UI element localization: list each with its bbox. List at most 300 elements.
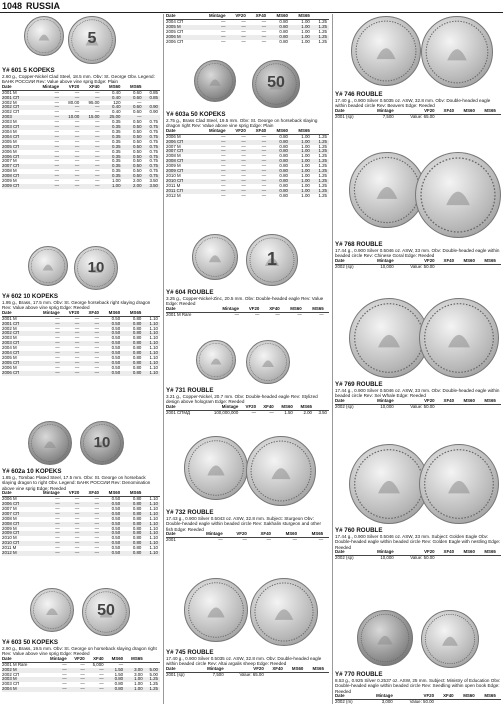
table-cell: 1.00	[134, 681, 143, 687]
table-cell: 1.00	[301, 182, 310, 188]
column-header: MS60	[106, 657, 126, 662]
table-cell: 2003 M	[2, 677, 42, 682]
table-cell: 1.25	[318, 143, 327, 149]
table-cell: 0.80	[279, 143, 288, 149]
catalog-entry	[166, 576, 329, 678]
table-cell: —	[62, 681, 67, 687]
table-cell: —	[248, 149, 268, 154]
table-cell: —	[275, 311, 280, 317]
table-cell: —	[95, 148, 100, 154]
column-header: Mintage	[366, 694, 395, 699]
table-cell: —	[94, 325, 99, 331]
table-cell: 2012 M	[166, 192, 181, 198]
table-cell: —	[228, 35, 248, 40]
table-cell: 0.50	[123, 125, 144, 130]
table-cell: 2009 M	[2, 178, 17, 184]
table-cell: 1.25	[312, 35, 329, 40]
table-cell	[456, 556, 477, 561]
table-cell: Value: 50.00	[410, 555, 435, 561]
table-cell: —	[80, 671, 85, 677]
table-cell: —	[74, 354, 80, 360]
table-cell	[325, 538, 329, 543]
column-header: VF20	[62, 311, 82, 316]
column-header: XF40	[248, 129, 268, 134]
table-cell: 2006 СП	[2, 155, 32, 160]
price-table	[166, 14, 329, 44]
coin-reverse-image	[415, 152, 501, 238]
table-cell: 0.80	[279, 163, 288, 169]
table-cell: 2007 СП	[2, 512, 32, 517]
entry-title: Y# 602a 10 KOPEKS	[2, 468, 62, 475]
coin-obverse-image	[192, 234, 238, 280]
table-cell: —	[221, 143, 226, 149]
table-cell: 2004 M	[2, 687, 42, 692]
column-header: XF40	[261, 307, 281, 312]
table-cell: —	[32, 502, 61, 507]
coin-reverse-image	[68, 16, 116, 64]
table-cell: —	[61, 96, 81, 101]
table-cell: 0.35	[102, 174, 123, 179]
table-cell: —	[32, 184, 61, 189]
table-cell: 3.00	[134, 671, 143, 677]
table-cell: —	[94, 364, 99, 370]
table-cell: 2008 СП	[166, 159, 197, 164]
table-cell: 0.50	[111, 335, 121, 341]
table-cell: 1.00	[301, 38, 310, 44]
table-cell: 1.10	[143, 351, 160, 356]
table-cell: 2002 СП	[2, 105, 32, 110]
table-cell: —	[69, 668, 87, 673]
table-cell: 1.10	[149, 315, 158, 321]
table-cell: 0.50	[101, 371, 122, 376]
table-cell: —	[242, 537, 247, 543]
table-cell: —	[221, 38, 226, 44]
table-cell: —	[62, 322, 82, 327]
table-cell: 0.80	[122, 541, 143, 546]
table-cell: 1.00	[301, 192, 310, 198]
column-header: Mintage	[211, 307, 241, 312]
table-cell: 1.25	[312, 189, 329, 194]
table-cell: —	[94, 545, 99, 551]
table-cell: —	[61, 164, 81, 169]
table-cell: 0.75	[144, 164, 160, 169]
table-cell: —	[74, 315, 80, 321]
table-cell: —	[80, 661, 85, 667]
column-header: Date	[2, 311, 32, 316]
table-cell: 1.10	[143, 531, 160, 536]
table-cell: 0.80	[132, 505, 142, 511]
column-header: Mintage	[197, 667, 225, 672]
table-cell: —	[95, 158, 100, 164]
table-cell: 1.25	[318, 133, 327, 139]
table-cell: 0.35	[102, 155, 123, 160]
table-cell: —	[95, 128, 100, 134]
column-header: Date	[166, 405, 203, 410]
table-cell: 2011 M	[2, 545, 17, 551]
table-cell: 0.80	[279, 172, 288, 178]
table-cell: —	[74, 525, 80, 531]
catalog-entry	[2, 419, 160, 556]
table-cell: 0.80	[268, 149, 290, 154]
table-cell: —	[248, 169, 268, 174]
table-cell: 0.75	[149, 168, 158, 174]
table-cell: —	[81, 541, 101, 546]
table-cell: 3,000	[381, 699, 393, 705]
table-cell: 0.50	[111, 545, 121, 551]
table-cell: —	[54, 109, 60, 115]
coin-obverse-image	[184, 436, 248, 500]
catalog-entry	[335, 608, 501, 705]
table-cell: 0.50	[101, 551, 122, 556]
table-cell: —	[81, 341, 101, 346]
table-cell: 0.60	[123, 96, 144, 101]
table-cell: —	[32, 531, 61, 536]
table-cell: —	[228, 25, 248, 30]
table-cell: —	[221, 133, 226, 139]
table-cell: —	[62, 541, 82, 546]
column-header: MS60	[101, 491, 122, 496]
table-cell: 0.60	[123, 105, 144, 110]
table-cell: —	[62, 522, 82, 527]
table-cell: 1.10	[149, 515, 158, 521]
table-cell: —	[62, 502, 82, 507]
table-cell: 1.00	[290, 179, 312, 184]
column-header: Mintage	[32, 85, 61, 90]
table-cell: —	[197, 149, 227, 154]
coin-reverse-image	[419, 298, 499, 378]
table-cell: 0.35	[111, 148, 121, 154]
table-cell: —	[54, 178, 60, 184]
table-cell: 0.80	[122, 331, 143, 336]
table-cell: 1.00	[301, 133, 310, 139]
table-cell: 1.10	[149, 325, 158, 331]
table-cell: —	[55, 525, 60, 531]
column-header: MS65	[290, 14, 312, 19]
table-cell: —	[74, 515, 80, 521]
table-cell: 0.80	[132, 364, 142, 370]
table-cell	[456, 114, 477, 119]
table-cell: 0.80	[268, 169, 290, 174]
table-cell: 0.50	[111, 535, 121, 541]
table-cell: —	[62, 671, 67, 677]
table-cell: —	[74, 505, 80, 511]
table-cell: —	[261, 163, 267, 169]
coin-denomination-label: 10	[87, 258, 105, 276]
table-cell: 2001 M	[2, 315, 17, 321]
coin-obverse-image	[194, 60, 236, 102]
column-header: Date	[335, 694, 366, 699]
column-header: Date	[335, 109, 367, 114]
column-header: XF40	[258, 405, 276, 410]
table-cell: —	[32, 155, 61, 160]
table-cell: 0.50	[111, 525, 121, 531]
table-cell: —	[94, 525, 99, 531]
table-cell: —	[55, 364, 60, 370]
table-cell: —	[61, 135, 81, 140]
column-header: Date	[2, 491, 32, 496]
table-cell: 0.35	[102, 164, 123, 169]
column-header: XF40	[437, 259, 456, 264]
coin-reverse-image	[421, 16, 493, 88]
coin-obverse-image	[184, 578, 248, 642]
entry-description: 17.43 g., 0.900 Silver 0.5043 oz. ASW, 32.8 mm. Subject: Sturgeon Obv: Double-headed eagle within beaded circle Rev: Sakhalin sturgeon and other fish Edge: Reeded	[166, 516, 322, 532]
column-header: VF20	[228, 14, 248, 19]
table-cell: 0.50	[132, 119, 142, 125]
table-cell: 0.50	[132, 128, 142, 134]
entry-description: 17.40 g., 0.900 Silver 0.5035 oz. ASW, 32.8 mm. Obv: Double-headed eagle within beaded circle Rev: Altai argalis sheep Edge: Reeded	[166, 656, 322, 667]
table-cell: 80.00	[68, 99, 80, 105]
table-cell: 1.10	[143, 502, 160, 507]
column-header: MS60	[456, 550, 477, 555]
table-cell: 2005 M	[2, 138, 17, 144]
coin-obverse-image	[30, 588, 74, 632]
table-cell: —	[95, 109, 100, 115]
table-cell: 1.00	[125, 677, 145, 682]
table-cell: —	[228, 159, 248, 164]
table-row	[335, 264, 501, 269]
column-header: MS60	[456, 399, 477, 404]
table-cell: 2.00	[123, 184, 144, 189]
column-header: VF20	[241, 307, 261, 312]
page-header	[0, 0, 503, 13]
table-cell: 0.80	[279, 28, 288, 34]
table-row	[166, 312, 329, 317]
table-row	[2, 551, 160, 556]
column-header: MS65	[299, 532, 325, 537]
table-cell: —	[32, 541, 61, 546]
table-cell: —	[228, 140, 248, 145]
table-cell: 1.50	[114, 671, 124, 677]
table-cell: 2004 СП	[166, 18, 184, 24]
coin-reverse-image	[419, 444, 499, 524]
table-cell: —	[32, 145, 61, 150]
table-cell: 2.00	[132, 178, 142, 184]
column-header: XF40	[248, 14, 268, 19]
table-cell: 2008 СП	[2, 174, 32, 179]
table-row	[2, 184, 160, 189]
column-header: MS60	[456, 694, 477, 699]
table-cell: —	[62, 512, 82, 517]
table-cell: —	[32, 135, 61, 140]
table-cell: 2006 M	[2, 148, 17, 154]
table-cell: 0.85	[144, 96, 160, 101]
table-cell: —	[248, 159, 268, 164]
table-cell: —	[74, 158, 80, 164]
table-cell: —	[197, 179, 227, 184]
table-cell: 2006 СП	[166, 38, 184, 44]
column-header: MS60	[102, 85, 123, 90]
table-cell: —	[32, 331, 61, 336]
table-cell: 0.50	[123, 145, 144, 150]
table-cell: 2003 M	[2, 119, 17, 125]
table-cell: 1.25	[145, 677, 160, 682]
table-cell: 3.50	[149, 178, 158, 184]
table-cell: 2008 M	[2, 515, 17, 521]
table-cell	[498, 114, 501, 119]
price-table	[166, 129, 329, 199]
table-cell: —	[94, 335, 99, 341]
table-cell: 15.00	[81, 115, 101, 120]
table-cell: 2001	[166, 537, 176, 543]
entry-title: Y# 603a 50 KOPEKS	[166, 111, 226, 118]
column-header: Date	[2, 657, 42, 662]
coin-obverse-image	[349, 298, 429, 378]
table-cell: 2001 СП	[2, 96, 32, 101]
table-cell: —	[94, 535, 99, 541]
table-cell: 3.00	[125, 668, 145, 673]
table-cell: 0.35	[102, 135, 123, 140]
table-cell: 0.60	[132, 89, 142, 95]
table-cell: 1.25	[312, 169, 329, 174]
table-cell: —	[74, 535, 80, 541]
column-1	[2, 14, 160, 704]
coin-obverse-image	[357, 610, 413, 666]
table-cell: 1.25	[318, 182, 327, 188]
column-header: Date	[335, 399, 367, 404]
table-cell: —	[32, 174, 61, 179]
table-cell: —	[32, 322, 61, 327]
table-cell: —	[81, 502, 101, 507]
column-header: Mintage	[197, 129, 227, 134]
table-cell: 1.10	[143, 512, 160, 517]
table-cell: 2003 СП	[2, 125, 32, 130]
table-cell: 0.50	[111, 364, 121, 370]
table-cell: —	[55, 545, 60, 551]
table-cell: —	[81, 522, 101, 527]
table-cell: 0.50	[132, 148, 142, 154]
coin-reverse-image	[82, 588, 130, 636]
column-header: Mintage	[32, 311, 61, 316]
table-cell: —	[32, 125, 61, 130]
entry-title: Y# 732 ROUBLE	[166, 509, 214, 516]
table-cell: 1.10	[149, 535, 158, 541]
catalog-entry	[335, 442, 501, 561]
table-cell: 0.80	[268, 140, 290, 145]
table-cell: —	[81, 105, 101, 110]
table-cell: —	[74, 128, 80, 134]
table-cell: 2008 СП	[2, 522, 32, 527]
table-cell: —	[81, 125, 101, 130]
table-cell: 0.50	[111, 345, 121, 351]
table-cell: 0.50	[111, 315, 121, 321]
column-header: MS65	[123, 85, 144, 90]
table-cell: Value: 50.00	[410, 263, 435, 269]
table-cell: —	[221, 153, 226, 159]
table-cell: —	[118, 661, 124, 667]
table-cell: —	[251, 409, 257, 415]
catalog-entry	[166, 338, 329, 416]
table-cell: 0.75	[149, 158, 158, 164]
table-cell: —	[81, 174, 101, 179]
column-header: MS60	[101, 311, 122, 316]
table-cell: 0.50	[132, 138, 142, 144]
column-header: VF20	[226, 667, 266, 672]
table-cell: 2001 M Rare	[166, 311, 192, 317]
column-header: Mintage	[189, 532, 225, 537]
table-cell: —	[241, 133, 246, 139]
column-2	[166, 14, 329, 704]
table-cell: 2004 M	[2, 345, 17, 351]
price-table	[166, 667, 329, 678]
table-cell: 0.50	[101, 512, 122, 517]
table-cell: 2002 (sp)	[335, 403, 354, 409]
table-row	[335, 114, 501, 119]
table-cell: —	[254, 311, 260, 317]
table-cell: —	[74, 109, 80, 115]
table-cell: 0.80	[122, 341, 143, 346]
table-cell: 0.50	[101, 361, 122, 366]
table-cell: 5,000	[92, 661, 104, 667]
table-row	[335, 404, 501, 409]
table-cell: 1.10	[143, 541, 160, 546]
table-cell: 2003 СП	[2, 681, 20, 687]
table-cell: —	[248, 35, 268, 40]
table-cell: 1.25	[318, 153, 327, 159]
table-cell: —	[241, 18, 246, 24]
entry-description: 2.75 g., Brass Clad Steel, 19.5 mm. Obv: St. George on horseback slaying dragon right Rev: Value above vine sprig Edge: Plain	[166, 118, 318, 129]
table-row	[166, 410, 329, 415]
table-cell: 0.80	[132, 515, 142, 521]
table-cell: —	[94, 345, 99, 351]
table-cell: 0.75	[144, 174, 160, 179]
table-cell: —	[248, 140, 268, 145]
table-cell: —	[81, 371, 101, 376]
table-cell: —	[241, 163, 246, 169]
column-header: VF20	[225, 532, 249, 537]
entry-title: Y# 769 ROUBLE	[335, 381, 383, 388]
column-header: Date	[166, 667, 197, 672]
table-cell: —	[234, 311, 239, 317]
table-cell: 0.75	[144, 155, 160, 160]
column-header: VF20	[61, 85, 81, 90]
table-cell: —	[95, 168, 100, 174]
table-cell: —	[81, 351, 101, 356]
column-header: MS60	[456, 109, 477, 114]
table-cell: —	[74, 345, 80, 351]
table-cell: —	[32, 115, 61, 120]
table-cell: 1.25	[318, 18, 327, 24]
table-cell: —	[221, 192, 226, 198]
table-cell: 0.75	[149, 148, 158, 154]
table-cell: —	[261, 38, 267, 44]
table-cell: —	[32, 551, 61, 556]
table-cell: —	[318, 537, 324, 543]
table-cell: 1.00	[301, 143, 310, 149]
table-cell: 0.50	[111, 515, 121, 521]
table-cell: 0.50	[132, 168, 142, 174]
table-cell: —	[54, 168, 60, 174]
table-cell: 3.50	[318, 409, 327, 415]
country-title: RUSSIA	[26, 1, 61, 11]
column-header: VF20	[228, 129, 248, 134]
coin-obverse-image	[28, 421, 72, 465]
table-cell: —	[137, 99, 142, 105]
table-cell	[437, 114, 456, 119]
column-header: Date	[335, 550, 367, 555]
table-cell: 0.50	[101, 522, 122, 527]
table-cell: —	[81, 155, 101, 160]
table-cell: —	[81, 164, 101, 169]
table-cell: —	[269, 409, 274, 415]
table-cell	[477, 404, 498, 409]
column-header: MS60	[268, 14, 290, 19]
table-cell: —	[74, 335, 80, 341]
table-cell: 0.35	[111, 158, 121, 164]
table-cell: Value: 65.00	[239, 671, 264, 677]
column-header: Mintage	[367, 259, 396, 264]
table-cell: —	[55, 505, 60, 511]
table-cell: 0.80	[132, 545, 142, 551]
